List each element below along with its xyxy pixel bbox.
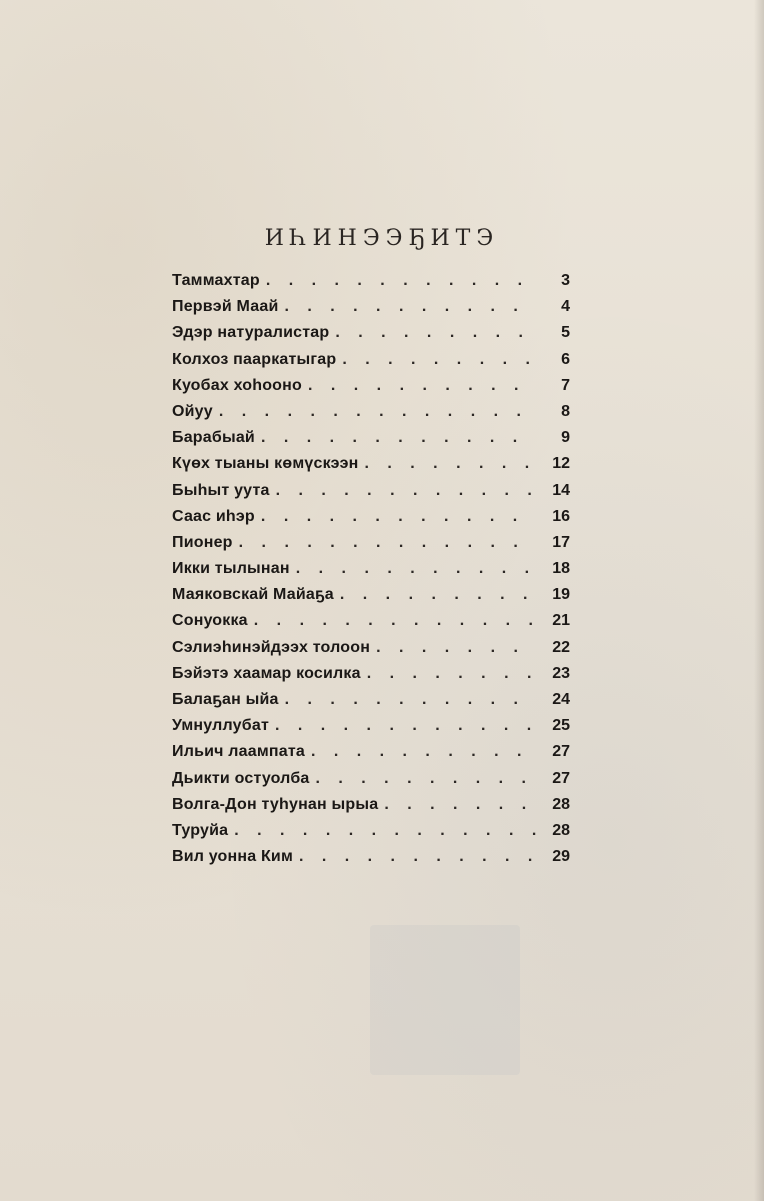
toc-entry-label: Быһыт уута	[172, 481, 270, 499]
toc-entry	[172, 661, 570, 687]
dot-leader	[284, 294, 536, 320]
toc-entry-page: 29	[552, 848, 570, 866]
toc-entry-label: Ойуу	[172, 402, 213, 420]
toc-entry-label: Вил уонна Ким	[172, 848, 293, 866]
toc-entry-label: Ильич лаампата	[172, 743, 305, 761]
toc-entry-label: Дьикти остуолба	[172, 769, 310, 787]
toc-entry	[172, 425, 570, 451]
toc-entry-page: 18	[552, 560, 570, 578]
toc-entry-label: Волга-Дон туһунан ырыа	[172, 795, 379, 813]
toc-entry-page: 4	[561, 298, 570, 316]
dot-leader	[365, 451, 537, 477]
toc-entry-label: Сэлиэһинэйдээх толоон	[172, 638, 371, 656]
toc-entry	[172, 373, 570, 399]
toc-entry-page: 19	[552, 586, 570, 604]
toc-entry	[172, 792, 570, 818]
toc-entry	[172, 844, 570, 870]
toc-entry-label: Икки тылынан	[172, 560, 290, 578]
toc-entry	[172, 530, 570, 556]
dot-leader	[384, 792, 536, 818]
toc-entry	[172, 818, 570, 844]
dot-leader	[340, 582, 536, 608]
toc-entry-label: Барабыай	[172, 429, 255, 447]
toc-entry-label: Күөх тыаны көмүскээн	[172, 455, 359, 473]
page-edge-shadow	[754, 0, 764, 1201]
dot-leader	[296, 556, 536, 582]
toc-entry-page: 14	[552, 481, 570, 499]
toc-entry-label: Бэйэтэ хаамар косилка	[172, 664, 361, 682]
toc-entry	[172, 635, 570, 661]
toc-entry-page: 27	[552, 743, 570, 761]
toc-entry-label: Колхоз пааркатыгар	[172, 350, 337, 368]
toc-entry	[172, 399, 570, 425]
toc-entry-label: Таммахтар	[172, 272, 260, 289]
toc-entry-label: Туруйа	[172, 821, 229, 839]
toc-entry-page: 9	[561, 429, 570, 447]
dot-leader	[342, 347, 536, 373]
dot-leader	[316, 766, 537, 792]
toc-entry-label: Саас иһэр	[172, 507, 255, 525]
toc-entry-page: 7	[561, 376, 570, 394]
toc-entry-label: Сонуокка	[172, 612, 248, 630]
toc-entry-label: Умнуллубат	[172, 717, 269, 735]
toc-entry-page: 12	[552, 455, 570, 473]
dot-leader	[266, 268, 536, 294]
toc-entry-page: 24	[552, 691, 570, 708]
toc-entry-page: 28	[552, 795, 570, 813]
toc-entry-label: Куобах хоһооно	[172, 376, 302, 394]
toc-entry	[172, 347, 570, 373]
dot-leader	[219, 399, 536, 425]
toc-entry	[172, 687, 570, 713]
toc-entry-page: 16	[552, 507, 570, 525]
toc-entry-page: 5	[561, 324, 570, 342]
toc-entry-page: 3	[561, 272, 570, 289]
toc-entry-label: Маяковскай Майаҕа	[172, 586, 334, 604]
toc-entry-page: 8	[561, 402, 570, 420]
dot-leader	[376, 635, 536, 661]
bleed-through-stamp	[370, 925, 520, 1075]
dot-leader	[275, 713, 536, 739]
toc-entry-page: 17	[552, 533, 570, 551]
toc-entry	[172, 320, 570, 346]
toc-entry-label: Первэй Маай	[172, 298, 279, 316]
toc-entry	[172, 608, 570, 634]
dot-leader	[367, 661, 536, 687]
toc-entry	[172, 504, 570, 530]
toc-entry	[172, 478, 570, 504]
dot-leader	[335, 320, 536, 346]
toc-entry	[172, 582, 570, 608]
toc-entry	[172, 739, 570, 765]
toc-entry-page: 27	[552, 769, 570, 787]
toc-entry-page: 21	[552, 612, 570, 630]
dot-leader	[299, 844, 536, 870]
toc-entry-page: 25	[552, 717, 570, 735]
toc-entry	[172, 294, 570, 320]
dot-leader	[254, 608, 536, 634]
toc-entry	[172, 451, 570, 477]
dot-leader	[276, 478, 536, 504]
toc-entry-page: 28	[552, 821, 570, 839]
table-of-contents	[172, 268, 570, 870]
toc-entry-page: 23	[552, 664, 570, 682]
toc-entry-label: Эдэр натуралистар	[172, 324, 330, 342]
toc-entry	[172, 556, 570, 582]
dot-leader	[311, 739, 536, 765]
toc-entry-label: Балаҕан ыйа	[172, 691, 279, 708]
toc-entry	[172, 766, 570, 792]
toc-entry-page: 6	[561, 350, 570, 368]
dot-leader	[261, 425, 536, 451]
toc-entry	[172, 268, 570, 294]
dot-leader	[308, 373, 536, 399]
toc-title: ИҺИНЭЭҔИТЭ	[264, 226, 500, 251]
dot-leader	[239, 530, 536, 556]
dot-leader	[285, 687, 536, 713]
toc-entry-page: 22	[552, 638, 570, 656]
dot-leader	[261, 504, 536, 530]
toc-entry	[172, 713, 570, 739]
toc-entry-label: Пионер	[172, 533, 233, 551]
dot-leader	[234, 818, 536, 844]
